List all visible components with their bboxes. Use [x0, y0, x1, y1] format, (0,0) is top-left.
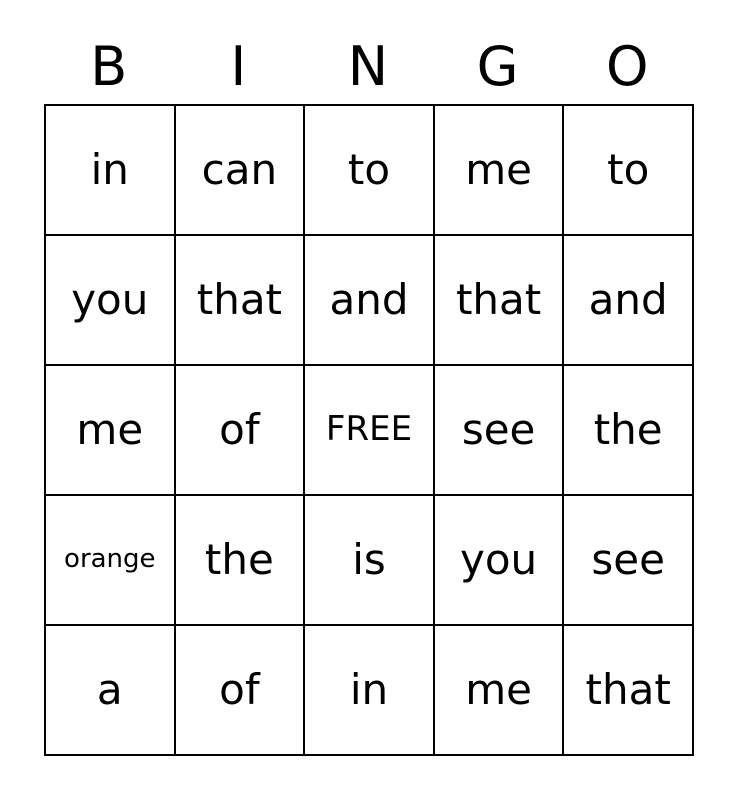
bingo-cell[interactable] [46, 366, 176, 496]
bingo-cell-text: the [593, 404, 663, 454]
bingo-cell[interactable] [46, 496, 176, 626]
bingo-cell[interactable] [305, 496, 435, 626]
bingo-cell-text: that [455, 274, 542, 324]
bingo-cell[interactable] [305, 106, 435, 236]
bingo-cell[interactable] [435, 626, 565, 756]
bingo-cell-text: is [352, 534, 386, 584]
bingo-cell-text: in [90, 144, 129, 194]
bingo-cell[interactable] [46, 626, 176, 756]
bingo-cell-text: to [607, 144, 650, 194]
bingo-cell-text: and [588, 274, 668, 324]
bingo-cell[interactable] [176, 236, 306, 366]
bingo-cell-text: and [329, 274, 409, 324]
bingo-cell-text: of [219, 404, 260, 454]
bingo-cell[interactable] [176, 106, 306, 236]
bingo-grid [44, 104, 694, 756]
bingo-cell-text: can [201, 144, 278, 194]
bingo-cell-text: that [196, 274, 283, 324]
bingo-cell-text: that [585, 664, 671, 714]
bingo-cell-text: see [591, 534, 665, 584]
bingo-cell-text: me [465, 664, 532, 714]
bingo-cell[interactable] [564, 106, 694, 236]
bingo-cell[interactable] [435, 236, 565, 366]
bingo-cell-text: in [349, 664, 389, 714]
bingo-cell[interactable] [46, 106, 176, 236]
bingo-cell[interactable] [176, 496, 306, 626]
bingo-cell[interactable] [435, 366, 565, 496]
bingo-cell-text: me [76, 404, 144, 454]
bingo-cell[interactable] [564, 626, 694, 756]
bingo-cell-text: to [347, 144, 391, 194]
bingo-cell-text: you [460, 534, 538, 584]
bingo-cell[interactable] [564, 236, 694, 366]
bingo-cell-text: FREE [325, 409, 413, 450]
bingo-cell-free[interactable] [305, 366, 435, 496]
bingo-cell[interactable] [46, 236, 176, 366]
bingo-cell-text: of [219, 664, 260, 714]
bingo-cell[interactable] [305, 236, 435, 366]
bingo-cell[interactable] [305, 626, 435, 756]
bingo-cell[interactable] [435, 496, 565, 626]
bingo-cell[interactable] [564, 496, 694, 626]
bingo-cell[interactable] [176, 366, 306, 496]
bingo-header-letter-n: N [347, 35, 389, 98]
bingo-header-letter-b: B [90, 35, 128, 98]
bingo-cell[interactable] [435, 106, 565, 236]
bingo-cell[interactable] [564, 366, 694, 496]
bingo-header-letter-g: G [476, 35, 519, 98]
bingo-cell[interactable] [176, 626, 306, 756]
bingo-header-letter-i: I [230, 35, 247, 98]
bingo-cell-text: me [465, 144, 532, 194]
bingo-cell-text: the [204, 534, 274, 584]
bingo-cell-text: see [461, 404, 536, 454]
bingo-cell-text: a [96, 664, 123, 714]
bingo-cell-text: you [71, 274, 149, 324]
bingo-card [44, 30, 692, 756]
bingo-cell-text: orange [64, 544, 156, 575]
bingo-header-letter-o: O [605, 35, 649, 98]
bingo-header-row [44, 30, 692, 104]
